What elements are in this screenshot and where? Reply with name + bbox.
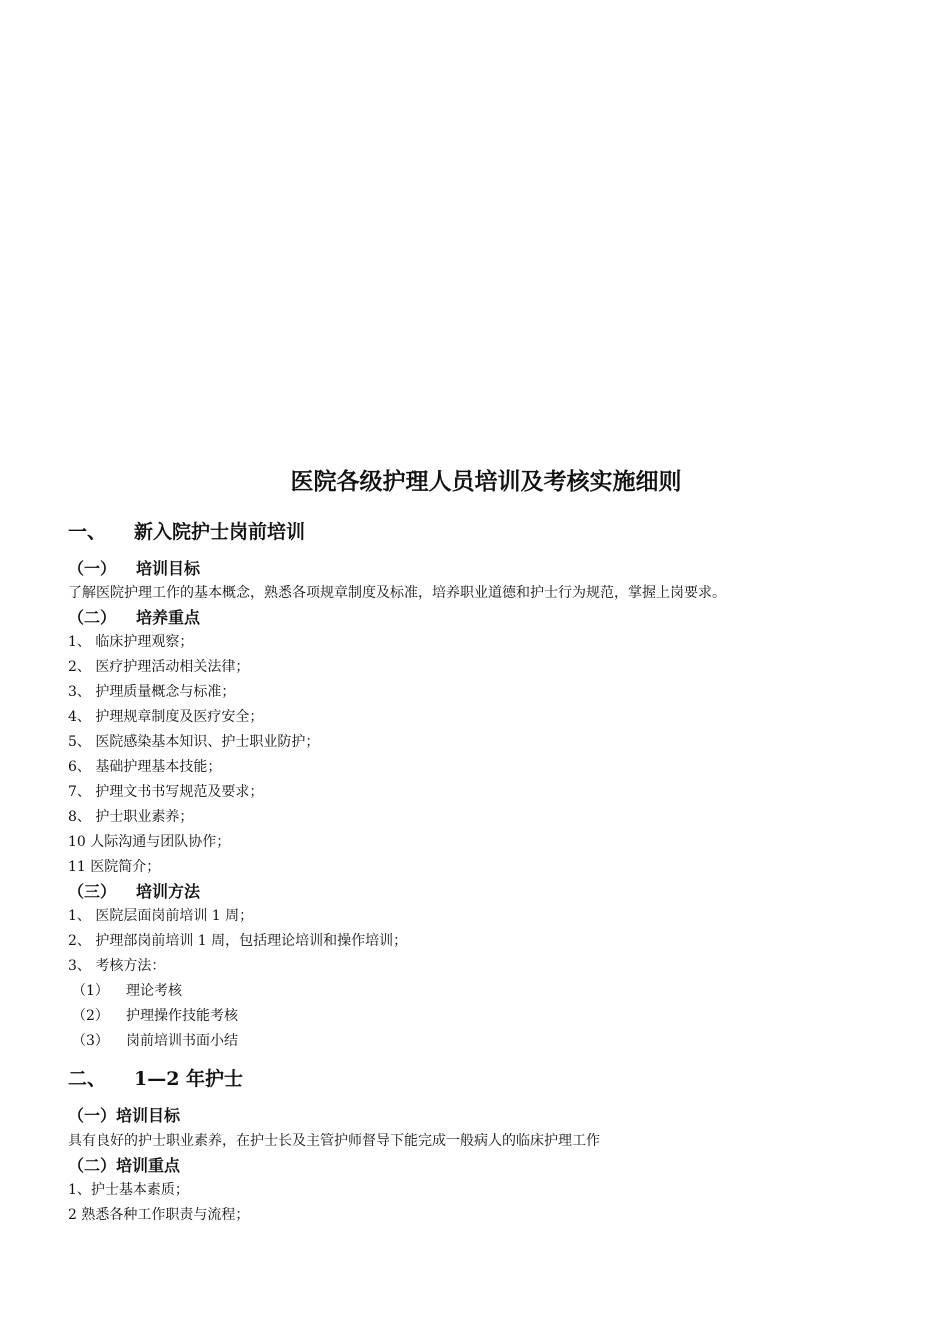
document-title: 医院各级护理人员培训及考核实施细则 xyxy=(290,468,682,495)
section-2-sub-1-heading: （一）培训目标 xyxy=(68,1106,181,1125)
section-1-sub-3-title: 培训方法 xyxy=(136,882,201,901)
section-1-sub-1-heading xyxy=(68,558,200,580)
section-2-number: 二、 xyxy=(68,1068,107,1090)
section-1-heading xyxy=(68,519,305,545)
section-1-objective-text: 了解医院护理工作的基本概念，熟悉各项规章制度及标准，培养职业道德和护士行为规范，掌握上岗要求。 xyxy=(68,585,726,601)
section-1-number: 一、 xyxy=(68,521,107,543)
section-2-title: 1—2 年护士 xyxy=(134,1068,244,1090)
list-item: 2、 医疗护理活动相关法律； xyxy=(68,659,250,675)
list-item: 10 人际沟通与团队协作； xyxy=(68,834,231,850)
list-item: 1、 临床护理观察； xyxy=(68,634,194,650)
section-1-sub-2-heading xyxy=(68,607,200,629)
list-item-number: （2） xyxy=(72,1008,109,1024)
list-item-text: 岗前培训书面小结 xyxy=(126,1033,238,1049)
section-1-sub-2-title: 培养重点 xyxy=(136,608,201,627)
section-1-sub-3-heading xyxy=(68,881,200,903)
list-item xyxy=(72,981,182,1001)
section-1-sub-1-title: 培训目标 xyxy=(136,559,201,578)
list-item: 4、 护理规章制度及医疗安全； xyxy=(68,709,264,725)
section-2-heading xyxy=(68,1066,243,1092)
section-1-sub-3-number: （三） xyxy=(68,882,117,901)
list-item: 3、 考核方法： xyxy=(68,958,166,974)
list-item: 2 熟悉各种工作职责与流程； xyxy=(68,1207,250,1223)
section-1-sub-2-number: （二） xyxy=(68,608,117,627)
list-item: 6、 基础护理基本技能； xyxy=(68,759,222,775)
list-item-text: 护理操作技能考核 xyxy=(126,1008,238,1024)
list-item-text: 理论考核 xyxy=(126,983,182,999)
section-2-objective-text: 具有良好的护士职业素养，在护士长及主管护师督导下能完成一般病人的临床护理工作 xyxy=(68,1133,600,1149)
list-item: 1、护士基本素质； xyxy=(68,1182,189,1198)
list-item-number: （3） xyxy=(72,1033,109,1049)
section-1-title: 新入院护士岗前培训 xyxy=(134,521,306,543)
list-item-number: （1） xyxy=(72,983,109,999)
list-item xyxy=(72,1031,238,1051)
list-item: 2、 护理部岗前培训 1 周，包括理论培训和操作培训； xyxy=(68,933,408,949)
list-item: 5、 医院感染基本知识、护士职业防护； xyxy=(68,734,320,750)
section-2-sub-2-heading: （二）培训重点 xyxy=(68,1156,181,1175)
list-item: 7、 护理文书书写规范及要求； xyxy=(68,784,264,800)
list-item: 8、 护士职业素养； xyxy=(68,809,194,825)
list-item xyxy=(72,1006,238,1026)
list-item: 3、 护理质量概念与标准； xyxy=(68,684,236,700)
list-item: 1、 医院层面岗前培训 1 周； xyxy=(68,908,254,924)
list-item: 11 医院简介； xyxy=(68,859,161,875)
section-1-sub-1-number: （一） xyxy=(68,559,117,578)
